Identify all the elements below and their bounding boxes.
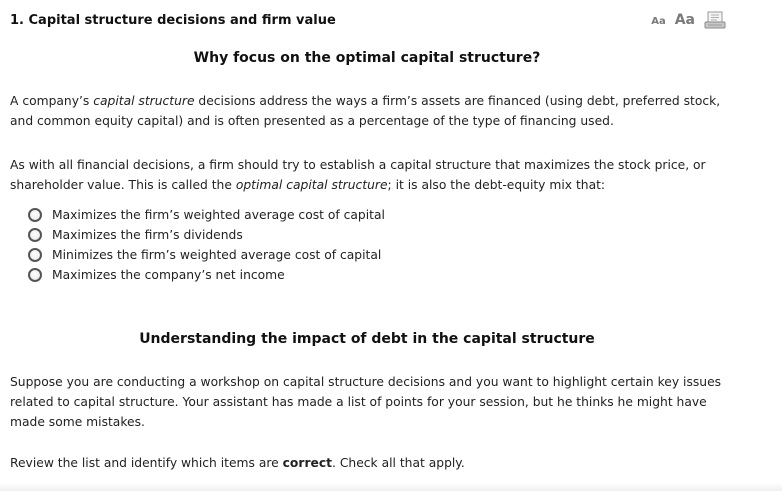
section-heading-impact-of-debt: Understanding the impact of debt in the capital structure [139, 331, 595, 347]
p2-emphasis: optimal capital structure [235, 178, 388, 192]
decrease-font-button[interactable]: Aa [651, 16, 666, 27]
section-heading-optimal-capital-structure: Why focus on the optimal capital structure? [193, 50, 541, 66]
radio-button[interactable] [28, 248, 42, 262]
p1-text-c: decisions address the ways a firm’s assets are financed (using debt, preferred stock, and common equity capital) and is often presented as a percentage of the type of financing used. [10, 94, 721, 128]
answer-option-label: Maximizes the company’s net income [52, 268, 285, 282]
paragraph-optimal-capital-structure [10, 155, 725, 195]
answer-option-label: Maximizes the firm’s dividends [52, 228, 243, 242]
answer-option-label: Maximizes the firm’s weighted average cost of capital [52, 208, 385, 222]
p4-text-a: Review the list and identify which items are [10, 456, 283, 470]
answer-option-2[interactable] [28, 225, 385, 245]
answer-option-label: Minimizes the firm’s weighted average cost of capital [52, 248, 382, 262]
bottom-divider [0, 483, 782, 491]
p1-emphasis: capital structure [93, 94, 195, 108]
p2-text-c: ; it is also the debt-equity mix that: [387, 178, 606, 192]
print-icon[interactable] [704, 11, 726, 29]
answer-option-4[interactable] [28, 265, 385, 285]
question-title-text: Capital structure decisions and firm value [28, 13, 336, 28]
p1-text-a: A company’s [10, 94, 94, 108]
answer-options [28, 205, 385, 285]
radio-button[interactable] [28, 228, 42, 242]
question-title [10, 13, 336, 28]
p4-text-c: . Check all that apply. [332, 456, 465, 470]
radio-button[interactable] [28, 268, 42, 282]
answer-option-3[interactable] [28, 245, 385, 265]
text-tools [651, 11, 726, 29]
p2-text-a: As with all financial decisions, a firm should try to establish a capital structure that maximizes the stock price, or shareholder value. This is called the [10, 158, 706, 192]
paragraph-instructions [10, 453, 725, 473]
paragraph-workshop-scenario: Suppose you are conducting a workshop on capital structure decisions and you want to highlight certain key issues related to capital structure. Your assistant has made a list of points for your session, but he thinks he might have made some mistakes. [10, 375, 722, 429]
p4-emphasis: correct [282, 456, 333, 470]
radio-button[interactable] [28, 208, 42, 222]
answer-option-1[interactable] [28, 205, 385, 225]
increase-font-button[interactable]: Aa [674, 12, 695, 28]
question-number: 1. [10, 13, 24, 28]
paragraph-capital-structure-definition [10, 91, 725, 131]
